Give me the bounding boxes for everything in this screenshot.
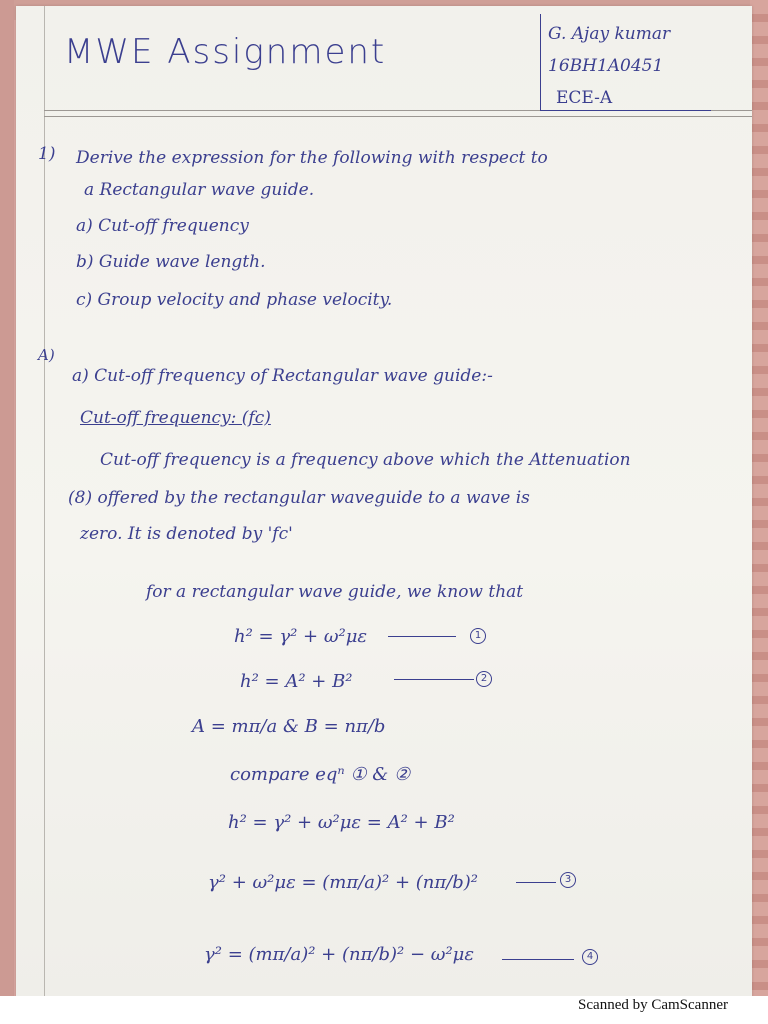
equation-2-tag: 2 [476,671,492,687]
question-part-a: a) Cut-off frequency [76,216,249,236]
equation-3-tag: 3 [560,872,576,888]
equation-4-leader [502,959,574,960]
answer-paragraph-line-2: (8) offered by the rectangular waveguide to a wave is [68,488,530,508]
question-line-1: Derive the expression for the following with respect to [76,148,548,168]
answer-paragraph-line-1: Cut-off frequency is a frequency above which the Attenuation [100,450,631,470]
equation-1-tag: 1 [470,628,486,644]
equation-1-leader [388,636,456,637]
known-statement: for a rectangular wave guide, we know that [146,582,524,602]
equation-4: γ² = (mπ/a)² + (nπ/b)² − ω²με [204,944,475,965]
equation-2-leader [394,679,474,680]
roll-number: 16BH1A0451 [548,56,664,76]
compare-equations-note: compare eqⁿ ① & ② [230,764,411,785]
equation-combined: h² = γ² + ω²με = A² + B² [228,812,455,833]
question-part-c: c) Group velocity and phase velocity. [76,290,393,310]
background-cloth-right [750,0,768,1000]
equation-3: γ² + ω²με = (mπ/a)² + (nπ/b)² [208,872,479,893]
answer-paragraph-line-3: zero. It is denoted by 'fc' [80,524,293,544]
equation-3-leader [516,882,556,883]
answer-label: A) [38,346,55,364]
answer-subheading: Cut-off frequency: (fc) [80,408,271,428]
question-line-2: a Rectangular wave guide. [84,180,315,200]
equation-a-b-definition: A = mπ/a & B = nπ/b [192,716,386,737]
equation-4-tag: 4 [582,949,598,965]
equation-1: h² = γ² + ω²με [234,626,368,647]
question-number: 1) [38,144,56,164]
branch: ECE-A [556,88,613,108]
scanner-watermark: Scanned by CamScanner [578,997,728,1013]
background-cloth-left [0,0,14,1000]
header-rule-double [44,116,752,117]
assignment-page [16,6,752,998]
question-part-b: b) Guide wave length. [76,252,266,272]
equation-2: h² = A² + B² [240,671,353,692]
student-name: G. Ajay kumar [548,24,671,44]
answer-heading: a) Cut-off frequency of Rectangular wave guide:- [72,366,493,386]
page-title: MWE Assignment [64,32,387,72]
